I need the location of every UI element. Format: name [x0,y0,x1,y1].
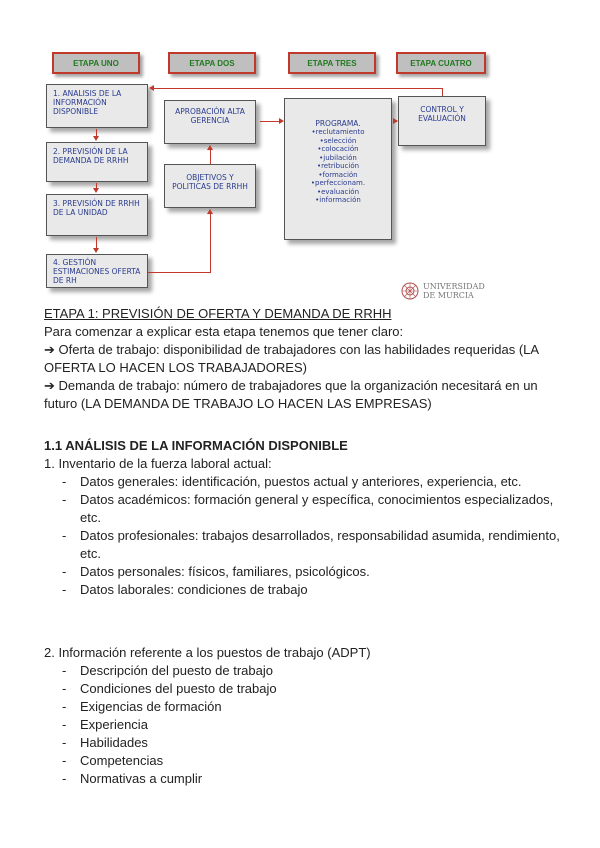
list-item: - Habilidades [44,734,564,752]
programa-item: •formación [318,170,358,179]
box-gestion-oferta [46,254,148,288]
section-etapa1 [44,305,564,413]
stage-dos: ETAPA DOS [168,52,256,74]
box-objetivos-label: OBJETIVOS Y POLITICAS DE RRHH [172,173,248,191]
list-item: - Competencias [44,752,564,770]
box-control-label: CONTROL Y EVALUACIÓN [418,105,466,123]
arrow-down-icon [93,248,99,253]
list-item: - Exigencias de formación [44,698,564,716]
inventario-list [44,473,564,599]
oferta-paragraph: ➔ Oferta de trabajo: disponibilidad de trabajadores con las habilidades requeridas (LA OFERTA LO HACEN LOS TRABAJADORES) [44,342,539,375]
programa-item: •evaluación [316,187,360,196]
box-analisis-label: 1. ANALISIS DE LA INFORMACIÓN DISPONIBLE [53,89,122,116]
section-analisis [44,437,564,599]
stage-tres: ETAPA TRES [288,52,376,74]
puestos-list [44,662,564,788]
list-item: - Datos laborales: condiciones de trabajo [44,581,564,599]
list-item: - Datos académicos: formación general y específica, conocimientos especializados, etc. [44,491,564,527]
connector-line [154,88,443,89]
box-prevision-unidad-label: 3. PREVISIÓN DE RRHH DE LA UNIDAD [53,199,140,217]
demanda-paragraph: ➔ Demanda de trabajo: número de trabajadores que la organización necesitará en un futuro (LA DEMANDA DE TRABAJO LO HACEN LAS EMPRESAS) [44,378,538,411]
inventario-heading: 1. Inventario de la fuerza laboral actual: [44,456,272,471]
box-prevision-unidad [46,194,148,236]
list-item: - Datos personales: físicos, familiares, psicológicos. [44,563,564,581]
intro-paragraph: Para comenzar a explicar esta etapa tenemos que tener claro: [44,324,404,339]
box-objetivos [164,164,256,208]
list-item: - Descripción del puesto de trabajo [44,662,564,680]
connector-line [210,150,211,164]
stage-cuatro: ETAPA CUATRO [396,52,486,74]
programa-item: •colocación [317,145,359,153]
list-item: - Datos generales: identificación, puestos actual y anteriores, experiencia, etc. [44,473,564,491]
box-prevision-demanda-label: 2. PREVISIÓN DE LA DEMANDA DE RRHH [53,147,129,165]
programa-item: •perfeccionam. [310,179,366,187]
connector-line [260,121,279,122]
list-item: - Normativas a cumplir [44,770,564,788]
university-logo [400,281,485,301]
arrow-right-icon [393,118,398,124]
arrow-up-icon [207,145,213,150]
section-title: ETAPA 1: PREVISIÓN DE OFERTA Y DEMANDA DE RRHH [44,306,392,321]
arrow-right-icon [279,118,284,124]
programa-item: •reclutamiento [311,128,365,136]
list-item: - Experiencia [44,716,564,734]
programa-item: •selección [319,136,357,145]
programa-item: •jubilación [319,153,357,162]
box-analisis [46,84,148,128]
logo-line1: UNIVERSIDAD [423,282,485,291]
arrow-left-icon [149,85,154,91]
box-programa [284,98,392,240]
list-item: - Datos profesionales: trabajos desarrollados, responsabilidad asumida, rendimiento, etc. [44,527,564,563]
section-puestos [44,644,564,788]
arrow-down-icon [93,188,99,193]
box-aprobacion-label: APROBACIÓN ALTA GERENCIA [175,107,245,125]
box-gestion-oferta-label: 4. GESTIÓN ESTIMACIONES OFERTA DE RH [53,258,141,285]
programa-list [285,128,391,205]
box-control [398,96,486,146]
puestos-heading: 2. Información referente a los puestos de trabajo (ADPT) [44,645,371,660]
programa-item: •retribución [316,162,360,170]
programa-item: •información [315,196,361,204]
connector-line [210,214,211,273]
list-item: - Condiciones del puesto de trabajo [44,680,564,698]
logo-text [423,282,485,300]
arrow-down-icon [93,136,99,141]
connector-line [442,88,443,96]
subsection-title: 1.1 ANÁLISIS DE LA INFORMACIÓN DISPONIBLE [44,438,348,453]
box-aprobacion [164,100,256,144]
seal-icon [400,281,420,301]
box-prevision-demanda [46,142,148,182]
arrow-up-icon [207,209,213,214]
logo-line2: DE MURCIA [423,291,474,300]
connector-line [148,272,211,273]
box-programa-title: PROGRAMA. [315,119,361,128]
stage-uno: ETAPA UNO [52,52,140,74]
